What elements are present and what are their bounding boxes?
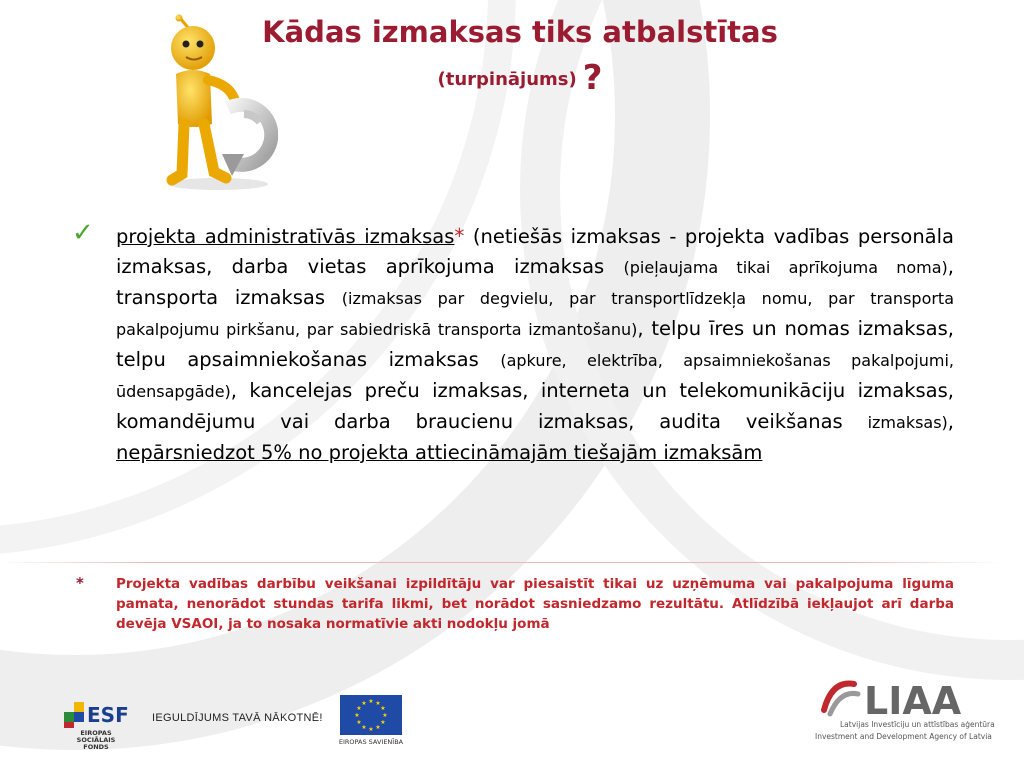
text-segment: (netiešās izmaksas - projekta vadības personāla izmaksas, darba vietas aprīkojuma izmaksas	[116, 225, 954, 278]
divider	[0, 562, 1000, 563]
eu-caption: EIROPAS SAVIENĪBA	[338, 738, 404, 746]
slogan: IEGULDĪJUMS TAVĀ NĀKOTNĒ!	[152, 712, 323, 724]
slide-title: Kādas izmaksas tiks atbalstītas	[262, 15, 778, 49]
limit-condition: nepārsniedzot 5% no projekta attiecināmajām tiešajām izmaksām	[116, 441, 763, 464]
liaa-caption-lv: Latvijas Investīciju un attīstības aģentūra	[840, 720, 995, 729]
esf-caption: EIROPAS SOCIĀLAIS FONDS	[76, 729, 116, 751]
text-segment-small: (apkure, elektrība, apsaimniekošanas pakalpojumi, ūdensapgāde)	[116, 351, 954, 401]
svg-text:★: ★	[354, 712, 360, 719]
text-segment: ,	[947, 410, 954, 433]
svg-text:★: ★	[382, 712, 388, 719]
text-segment: , telpu īres un nomas izmaksas, telpu apsaimniekošanas izmaksas	[116, 317, 954, 371]
text-segment: , kancelejas preču izmaksas, interneta un telekomunikāciju izmaksas, komandējumu vai darba braucienu izmaksas, audita veikšanas	[116, 379, 954, 433]
slide-subtitle	[150, 58, 890, 100]
svg-text:★: ★	[368, 726, 374, 733]
esf-logo-text: ESF	[87, 703, 129, 727]
subtitle-text: (turpinājums)	[437, 69, 577, 90]
footnote-star: *	[76, 574, 84, 592]
svg-text:★: ★	[375, 700, 381, 707]
text-segment-small: izmaksas)	[867, 413, 948, 432]
svg-text:★: ★	[368, 698, 374, 705]
footnote-text: Projekta vadības darbību veikšanai izpildītāju var piesaistīt tikai uz uzņēmuma vai pakalpojuma līguma pamata, nenorādot stundas tarifa likmi, bet norādot sasniedzamo rezultātu. Atlīdzībā iekļaujot arī darba devēja VSAOI, ja to nosaka normatīvie akti nodokļu jomā	[116, 576, 954, 632]
text-segment-small: (pieļaujama tikai aprīkojuma noma)	[623, 258, 948, 277]
check-icon: ✓	[72, 218, 94, 248]
svg-text:★: ★	[356, 705, 362, 712]
bullet-text	[116, 221, 954, 468]
text-segment-small: (izmaksas par degvielu, par transportlīdzekļa nomu, par transporta pakalpojumu pirkšanu, par sabiedriskā transporta izmantošanu)	[116, 289, 955, 339]
liaa-logo-text: LIAA	[864, 679, 962, 722]
admin-costs-term: projekta administratīvās izmaksas	[116, 225, 455, 248]
liaa-logo	[818, 674, 988, 722]
svg-text:★: ★	[375, 724, 381, 731]
question-mark: ?	[582, 58, 603, 98]
liaa-caption-en: Investment and Development Agency of Latvia	[815, 732, 992, 741]
svg-text:★: ★	[380, 705, 386, 712]
svg-text:★: ★	[361, 700, 367, 707]
svg-text:★: ★	[361, 724, 367, 731]
text-segment: , transporta izmaksas	[116, 255, 954, 309]
footnote-marker: *	[454, 224, 465, 248]
svg-text:★: ★	[356, 719, 362, 726]
eu-flag-logo	[340, 695, 402, 735]
svg-text:★: ★	[380, 719, 386, 726]
